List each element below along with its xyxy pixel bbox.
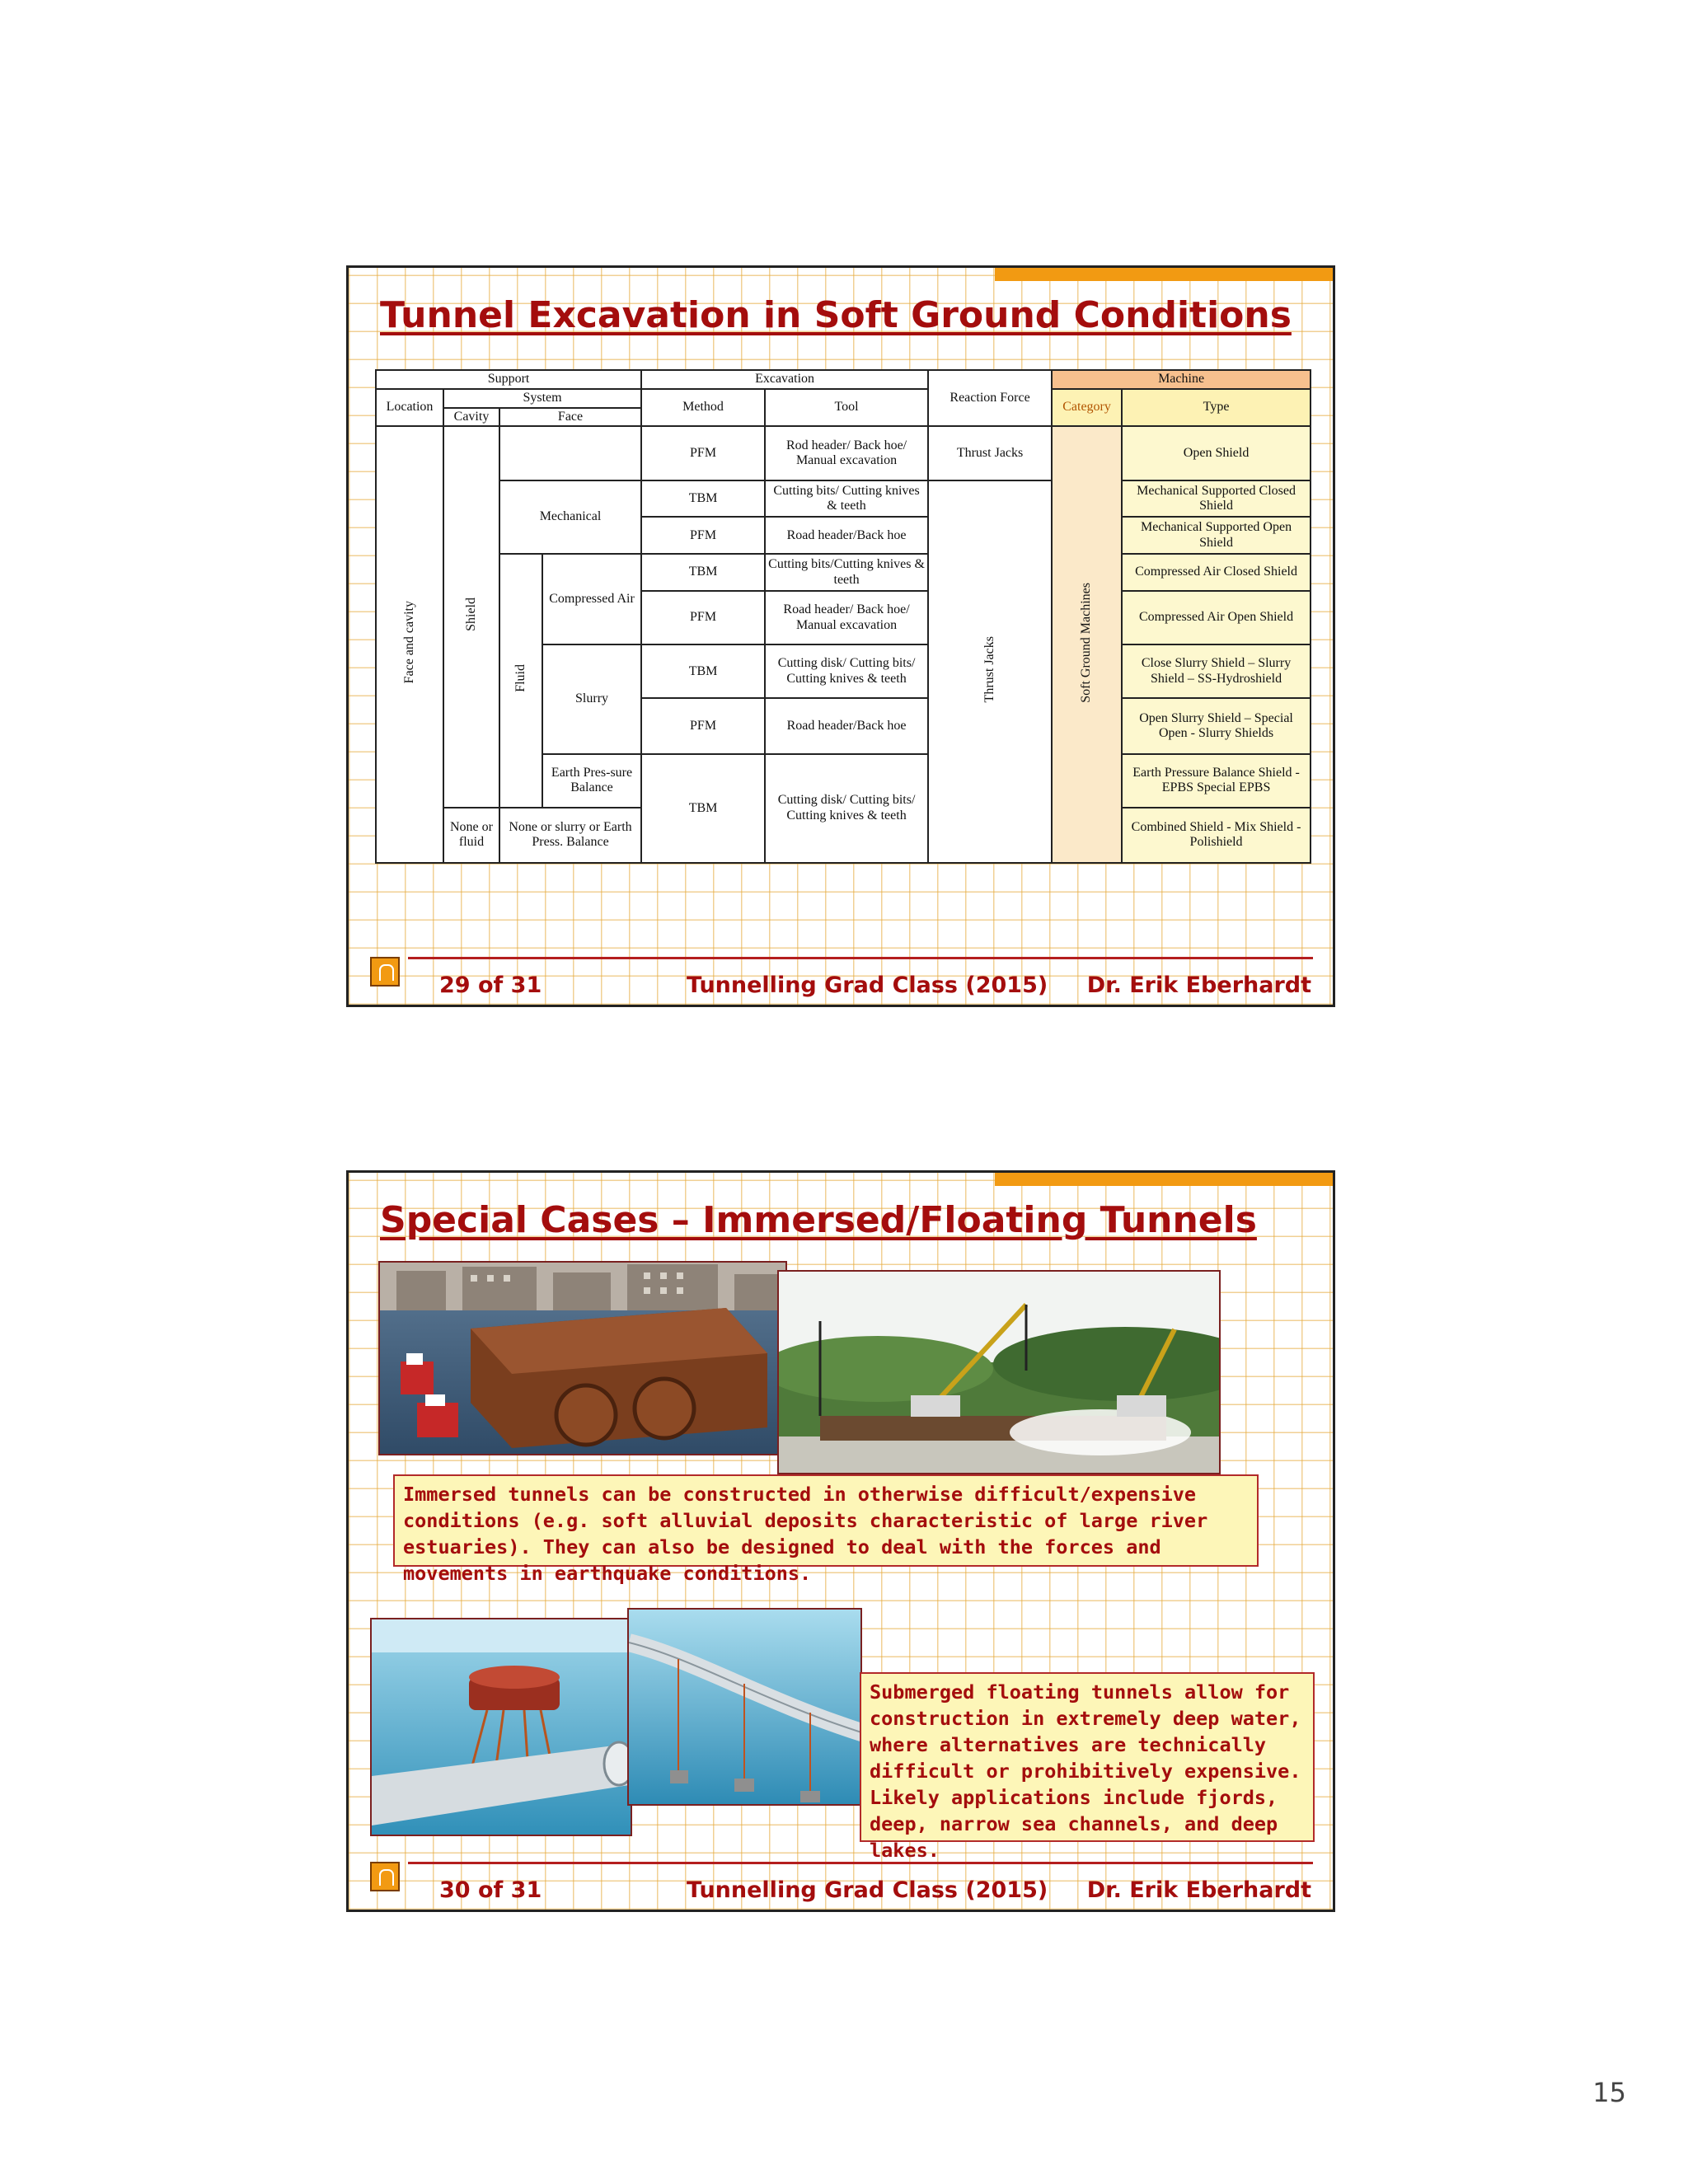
face-none-or-slurry: None or slurry or Earth Press. Balance [499, 808, 641, 863]
slide-number: 30 of 31 [439, 1877, 542, 1903]
category-soft-ground: Soft Ground Machines [1052, 426, 1122, 863]
author-name: Dr. Erik Eberhardt [1086, 972, 1311, 998]
face-fluid: Fluid [499, 554, 542, 808]
excavation-table [375, 369, 1311, 864]
face-slurry: Slurry [542, 644, 641, 753]
slide-accent-bar [995, 268, 1333, 281]
method-cell: TBM [641, 480, 765, 518]
type-cell: Compressed Air Closed Shield [1122, 554, 1311, 591]
type-cell: Open Slurry Shield – Special Open - Slurry Shields [1122, 698, 1311, 753]
cavity-none-or-fluid: None or fluid [443, 808, 499, 863]
type-cell: Compressed Air Open Shield [1122, 591, 1311, 644]
face-compressed-air: Compressed Air [542, 554, 641, 644]
method-cell: PFM [641, 698, 765, 753]
floating-tunnel-anchored-image [629, 1610, 862, 1806]
slide-29 [346, 265, 1335, 1007]
tunnel-logo-icon [370, 957, 400, 987]
face-mechanical: Mechanical [499, 480, 641, 555]
slide-accent-bar [995, 1173, 1333, 1186]
header-method: Method [641, 389, 765, 427]
tool-cell: Road header/Back hoe [765, 698, 928, 753]
method-cell: TBM [641, 554, 765, 591]
tool-cell: Road header/Back hoe [765, 517, 928, 554]
method-cell: TBM [641, 644, 765, 698]
slide-30 [346, 1170, 1335, 1912]
course-name: Tunnelling Grad Class (2015) [687, 972, 1048, 998]
immersed-tunnel-tow-image [380, 1263, 787, 1455]
tool-cell: Cutting bits/Cutting knives & teeth [765, 554, 928, 591]
author-name: Dr. Erik Eberhardt [1086, 1877, 1311, 1903]
slide-number: 29 of 31 [439, 972, 542, 998]
face-earth-pressure-balance: Earth Pres-sure Balance [542, 754, 641, 808]
header-category: Category [1052, 389, 1122, 427]
location-face-and-cavity: Face and cavity [376, 426, 443, 863]
header-reaction-force: Reaction Force [928, 370, 1052, 426]
header-excavation: Excavation [641, 370, 928, 389]
tool-cell: Cutting bits/ Cutting knives & teeth [765, 480, 928, 518]
method-cell: TBM [641, 754, 765, 864]
photo-tunnel-launch [777, 1270, 1221, 1474]
floating-tunnel-platform-image [372, 1619, 632, 1836]
footer-divider [408, 957, 1313, 959]
header-machine: Machine [1052, 370, 1311, 389]
photo-floating-tunnel-anchored [627, 1608, 862, 1806]
caption-immersed-tunnels: Immersed tunnels can be constructed in otherwise difficult/expensive conditions (e.g. soft alluvial deposits characteristic of large river estuaries). They can also be designed to deal with the forces and movements in earthquake conditions. [393, 1474, 1259, 1567]
photo-floating-tunnel-platform [370, 1618, 632, 1836]
header-tool: Tool [765, 389, 928, 427]
header-cavity: Cavity [443, 408, 499, 427]
tool-cell: Cutting disk/ Cutting bits/ Cutting knives & teeth [765, 644, 928, 698]
tool-cell: Rod header/ Back hoe/ Manual excavation [765, 426, 928, 480]
type-cell: Open Shield [1122, 426, 1311, 480]
page-number: 15 [1592, 2077, 1626, 2108]
type-cell: Mechanical Supported Open Shield [1122, 517, 1311, 554]
tool-cell: Cutting disk/ Cutting bits/ Cutting knives & teeth [765, 754, 928, 864]
method-cell: PFM [641, 517, 765, 554]
cavity-shield: Shield [443, 426, 499, 807]
tool-cell: Road header/ Back hoe/ Manual excavation [765, 591, 928, 644]
footer-divider [408, 1862, 1313, 1864]
reaction-cell: Thrust Jacks [928, 426, 1052, 480]
face-empty [499, 426, 641, 480]
header-support: Support [376, 370, 641, 389]
tunnel-logo-icon [370, 1862, 400, 1891]
type-cell: Mechanical Supported Closed Shield [1122, 480, 1311, 518]
photo-immersed-tunnel-tow [378, 1261, 787, 1455]
type-cell: Combined Shield - Mix Shield - Polishield [1122, 808, 1311, 863]
reaction-thrust-jacks: Thrust Jacks [928, 480, 1052, 863]
header-type: Type [1122, 389, 1311, 427]
slide-title: Special Cases – Immersed/Floating Tunnels [380, 1199, 1257, 1241]
method-cell: PFM [641, 591, 765, 644]
course-name: Tunnelling Grad Class (2015) [687, 1877, 1048, 1903]
method-cell: PFM [641, 426, 765, 480]
header-location: Location [376, 389, 443, 427]
slide-title: Tunnel Excavation in Soft Ground Conditions [380, 294, 1292, 336]
header-system: System [443, 389, 641, 408]
header-face: Face [499, 408, 641, 427]
type-cell: Close Slurry Shield – Slurry Shield – SS-Hydroshield [1122, 644, 1311, 698]
type-cell: Earth Pressure Balance Shield - EPBS Special EPBS [1122, 754, 1311, 808]
caption-floating-tunnels: Submerged floating tunnels allow for construction in extremely deep water, where alternatives are technically difficult or prohibitively expensive. Likely applications include fjords, deep, narrow sea channels, and deep lakes. [860, 1672, 1315, 1842]
tunnel-launch-image [779, 1272, 1221, 1474]
